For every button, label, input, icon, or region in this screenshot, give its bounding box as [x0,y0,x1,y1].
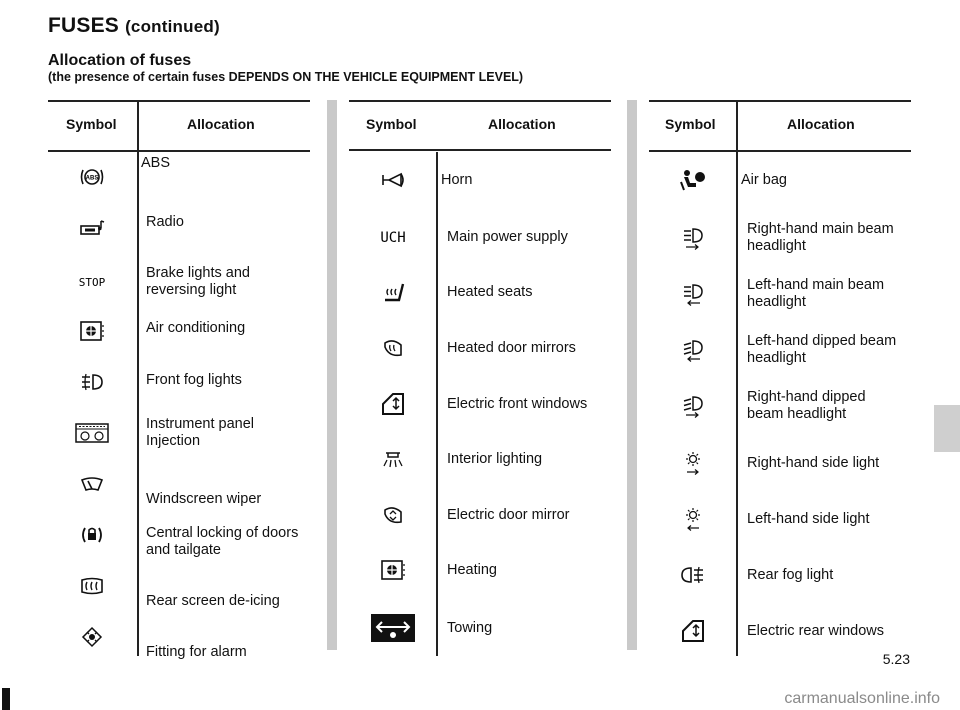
table-row [649,156,911,204]
allocation-label: Electric front windows [447,395,588,412]
stop-text-icon [72,275,112,289]
table-row [48,409,310,457]
allocation-label: Horn [441,171,473,188]
table-row [48,460,310,508]
allocation-label: Electric door mirror [447,506,570,523]
table-row [349,435,611,483]
svg-text:ABS: ABS [85,175,99,182]
column-separator [327,100,337,650]
instrument-panel-icon [75,423,109,443]
allocation-label: Windscreen wiper [146,491,262,507]
table-row [649,551,911,599]
table-row [649,270,911,318]
main-beam-left-icon [680,282,706,306]
column-separator [627,100,637,650]
allocation-label: Radio [146,214,184,230]
electric-rear-windows-icon [680,619,706,643]
table-row [48,258,310,306]
interior-lighting-icon [378,449,408,469]
header-rule [349,149,611,151]
allocation-label: Rear screen de-icing [146,593,280,609]
dipped-beam-left-icon [680,338,706,362]
table-row [649,214,911,262]
allocation-label: Left-hand dipped beam headlight [747,333,897,366]
heated-door-mirrors-icon [381,337,405,359]
table-row [48,307,310,355]
table-row [649,607,911,655]
electric-door-mirror-icon [381,504,405,526]
symbol-header: Symbol [66,116,117,132]
table-row [349,156,611,204]
table-row [349,213,611,261]
allocation-label: Rear fog light [747,566,834,583]
allocation-label: Central locking of doors and tailgate [146,525,299,558]
fuse-table-3 [649,100,911,656]
uch-text-icon [373,229,413,245]
table-row [349,491,611,539]
symbol-header: Symbol [665,116,716,132]
table-row [649,439,911,487]
footer-mark [2,688,10,710]
electric-front-windows-icon [380,392,406,416]
allocation-label: Electric rear windows [747,622,884,639]
table-row [48,358,310,406]
fuse-table-1 [48,100,310,660]
table-top-rule [349,100,611,102]
allocation-header: Allocation [187,116,255,132]
allocation-label: Right-hand dipped beam headlight [747,389,866,422]
table-top-rule [649,100,911,102]
allocation-label: Front fog lights [146,372,242,388]
allocation-label: Heated door mirrors [447,339,576,356]
allocation-label: Air conditioning [146,320,246,336]
symbol-header: Symbol [366,116,417,132]
allocation-label: Air bag [741,171,787,188]
rear-screen-de-icing-icon [79,576,105,596]
allocation-label: Main power supply [447,228,568,245]
table-row [48,153,310,201]
allocation-label: Right-hand side light [747,454,880,471]
allocation-label: Interior lighting [447,450,543,467]
table-row [48,511,310,559]
allocation-label: Left-hand main beam headlight [747,277,885,310]
fuse-table-2 [349,100,611,656]
svg-text:UCH: UCH [380,230,406,245]
allocation-label: Instrument panel Injection [146,416,255,449]
title-suffix: (continued) [125,17,220,36]
allocation-label: Brake lights and reversing light [146,265,250,298]
main-beam-right-icon [680,226,706,250]
table-row [649,326,911,374]
allocation-header: Allocation [787,116,855,132]
table-row [349,268,611,316]
allocation-label: Heating [447,561,497,578]
alarm-icon [80,625,104,649]
air-bag-icon [678,168,708,192]
header-rule [48,150,310,152]
radio-icon [79,218,105,238]
table-row [48,204,310,252]
section-note: (the presence of certain fuses DEPENDS ON THE VEHICLE EQUIPMENT LEVEL) [48,70,524,84]
table-row [649,495,911,543]
side-light-left-icon [681,506,705,532]
watermark: carmanualsonline.info [784,690,940,707]
central-locking-icon [78,525,106,545]
air-conditioning-icon [79,320,105,342]
table-row [349,324,611,372]
heating-icon [380,559,406,581]
page-number: 5.23 [882,651,910,667]
dipped-beam-right-icon [680,394,706,418]
table-row [349,546,611,594]
table-row [48,613,310,661]
allocation-label: Left-hand side light [747,510,870,527]
allocation-label: Fitting for alarm [146,644,247,660]
table-row [349,380,611,428]
horn-icon [379,170,407,190]
page-title [48,14,220,38]
windscreen-wiper-icon [79,474,105,494]
section-tab [934,405,960,452]
allocation-label: Heated seats [447,283,533,300]
towing-icon [370,613,416,643]
table-row [48,562,310,610]
side-light-right-icon [681,450,705,476]
allocation-label: Towing [447,619,493,636]
heated-seats-icon [381,281,405,303]
abs-icon [79,165,105,189]
rear-fog-light-icon [679,565,707,585]
section-title: Allocation of fuses [48,52,192,69]
front-fog-light-icon [79,372,105,392]
table-row [349,604,611,652]
allocation-label: ABS [141,155,171,171]
table-top-rule [48,100,310,102]
table-row [649,382,911,430]
header-rule [649,150,911,152]
title-text: FUSES [48,14,120,37]
svg-text:STOP: STOP [78,276,106,289]
allocation-label: Right-hand main beam headlight [747,221,894,254]
allocation-header: Allocation [488,116,556,132]
